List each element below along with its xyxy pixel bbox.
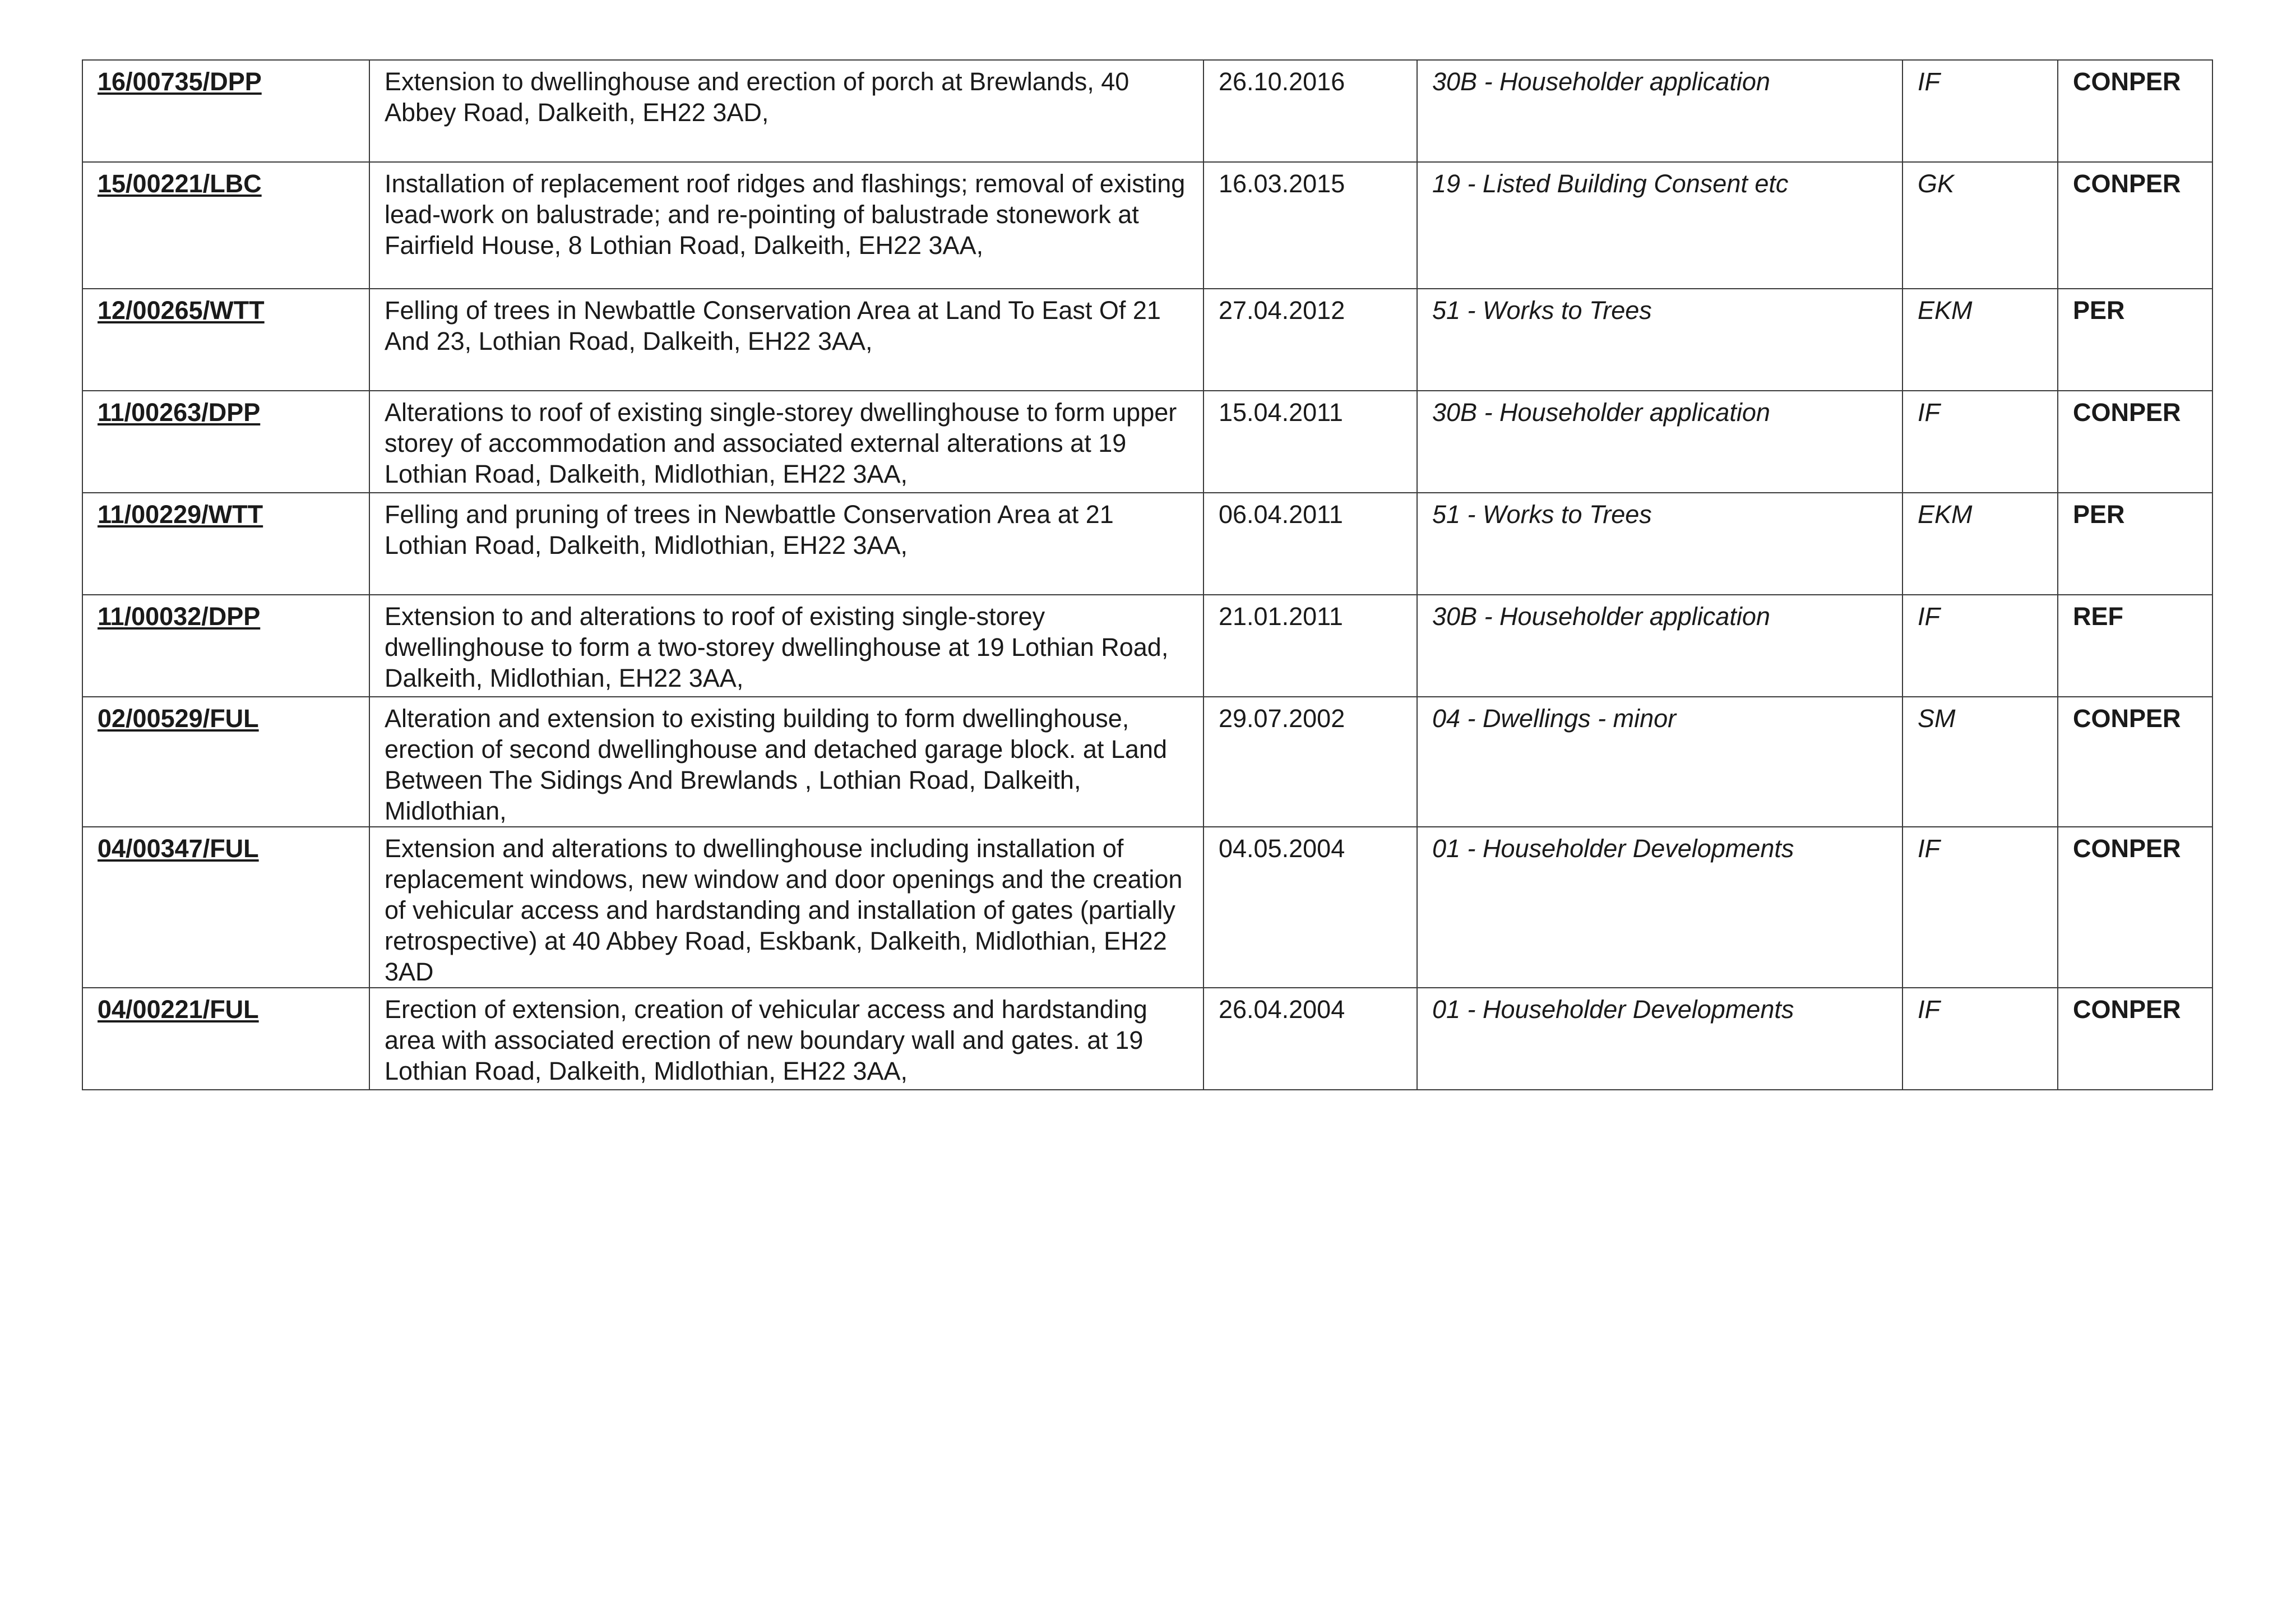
application-reference-link[interactable]: 02/00529/FUL: [98, 704, 259, 733]
application-date: 06.04.2011: [1219, 500, 1343, 529]
proposal-description-cell: [369, 60, 1203, 162]
table-row: [82, 697, 2212, 827]
table-row: [82, 60, 2212, 162]
case-officer-cell: [1902, 289, 2058, 391]
decision-code-cell: [2058, 289, 2212, 391]
proposal-description: Alteration and extension to existing building to form dwellinghouse, erection of second dwellinghouse and detached garage block. at Land Between The Sidings And Brewlands , Lothian Road, Dalkeith, Midlothian,: [385, 704, 1168, 825]
application-date-cell: [1203, 493, 1417, 595]
case-officer: IF: [1918, 602, 1940, 631]
application-date: 26.10.2016: [1219, 67, 1345, 96]
case-officer-cell: [1902, 697, 2058, 827]
proposal-description: Felling and pruning of trees in Newbattle Conservation Area at 21 Lothian Road, Dalkeith, Midlothian, EH22 3AA,: [385, 500, 1114, 559]
decision-code-cell: [2058, 697, 2212, 827]
application-date: 15.04.2011: [1219, 398, 1343, 427]
application-date: 26.04.2004: [1219, 995, 1345, 1024]
decision-code-cell: [2058, 162, 2212, 289]
application-date-cell: [1203, 827, 1417, 988]
proposal-description-cell: [369, 988, 1203, 1090]
table-row: [82, 289, 2212, 391]
decision-code-cell: [2058, 391, 2212, 493]
decision-code: CONPER: [2073, 398, 2181, 427]
application-reference-link[interactable]: 04/00221/FUL: [98, 995, 259, 1024]
case-officer: GK: [1918, 169, 1955, 198]
application-date: 29.07.2002: [1219, 704, 1345, 733]
table-row: [82, 595, 2212, 697]
proposal-description: Alterations to roof of existing single-storey dwellinghouse to form upper storey of accommodation and associated external alterations at 19 Lothian Road, Dalkeith, Midlothian, EH22 3AA,: [385, 398, 1177, 488]
table-row: [82, 493, 2212, 595]
proposal-description: Extension and alterations to dwellinghouse including installation of replacement windows, new window and door openings and the creation of vehicular access and hardstanding and installation of gates (partially retrospective) at 40 Abbey Road, Eskbank, Dalkeith, Midlothian, EH22 3AD: [385, 834, 1183, 986]
case-officer: EKM: [1918, 500, 1973, 529]
application-reference-link[interactable]: 11/00032/DPP: [98, 602, 261, 631]
application-type-cell: [1417, 697, 1902, 827]
proposal-description-cell: [369, 595, 1203, 697]
case-officer: IF: [1918, 398, 1940, 427]
application-date-cell: [1203, 289, 1417, 391]
proposal-description-cell: [369, 827, 1203, 988]
decision-code: CONPER: [2073, 169, 2181, 198]
application-reference-link[interactable]: 11/00263/DPP: [98, 398, 261, 427]
case-officer-cell: [1902, 60, 2058, 162]
application-reference-link[interactable]: 15/00221/LBC: [98, 169, 262, 198]
proposal-description: Installation of replacement roof ridges and flashings; removal of existing lead-work on balustrade; and re-pointing of balustrade stonework at Fairfield House, 8 Lothian Road, Dalkeith, EH22 3AA,: [385, 169, 1186, 260]
table-row: [82, 391, 2212, 493]
case-officer-cell: [1902, 162, 2058, 289]
decision-code: PER: [2073, 296, 2125, 325]
proposal-description-cell: [369, 697, 1203, 827]
application-type: 51 - Works to Trees: [1432, 500, 1652, 529]
table-row: [82, 827, 2212, 988]
application-date: 27.04.2012: [1219, 296, 1345, 325]
planning-history-table: [82, 59, 2213, 1090]
application-reference-link-cell[interactable]: [82, 493, 369, 595]
application-type-cell: [1417, 391, 1902, 493]
proposal-description-cell: [369, 493, 1203, 595]
application-date: 04.05.2004: [1219, 834, 1345, 863]
application-type-cell: [1417, 827, 1902, 988]
proposal-description-cell: [369, 162, 1203, 289]
proposal-description: Erection of extension, creation of vehicular access and hardstanding area with associated erection of new boundary wall and gates. at 19 Lothian Road, Dalkeith, Midlothian, EH22 3AA,: [385, 995, 1147, 1085]
application-date-cell: [1203, 595, 1417, 697]
case-officer-cell: [1902, 827, 2058, 988]
table-row: [82, 162, 2212, 289]
application-reference-link-cell[interactable]: [82, 595, 369, 697]
application-reference-link-cell[interactable]: [82, 697, 369, 827]
application-type: 51 - Works to Trees: [1432, 296, 1652, 325]
application-type: 04 - Dwellings - minor: [1432, 704, 1677, 733]
decision-code: PER: [2073, 500, 2125, 529]
case-officer-cell: [1902, 493, 2058, 595]
application-reference-link[interactable]: 11/00229/WTT: [98, 500, 263, 529]
application-date-cell: [1203, 162, 1417, 289]
decision-code-cell: [2058, 60, 2212, 162]
decision-code: REF: [2073, 602, 2123, 631]
application-reference-link-cell[interactable]: [82, 827, 369, 988]
application-date: 16.03.2015: [1219, 169, 1345, 198]
application-reference-link[interactable]: 16/00735/DPP: [98, 67, 262, 96]
proposal-description: Extension to and alterations to roof of existing single-storey dwellinghouse to form a two-storey dwellinghouse at 19 Lothian Road, Dalkeith, Midlothian, EH22 3AA,: [385, 602, 1169, 692]
application-reference-link-cell[interactable]: [82, 162, 369, 289]
application-type: 01 - Householder Developments: [1432, 995, 1794, 1024]
decision-code-cell: [2058, 493, 2212, 595]
proposal-description-cell: [369, 391, 1203, 493]
decision-code: CONPER: [2073, 704, 2181, 733]
application-reference-link-cell[interactable]: [82, 391, 369, 493]
case-officer-cell: [1902, 595, 2058, 697]
application-date-cell: [1203, 391, 1417, 493]
application-type-cell: [1417, 988, 1902, 1090]
application-date-cell: [1203, 697, 1417, 827]
application-type-cell: [1417, 595, 1902, 697]
application-reference-link[interactable]: 04/00347/FUL: [98, 834, 259, 863]
application-type-cell: [1417, 162, 1902, 289]
case-officer: EKM: [1918, 296, 1973, 325]
proposal-description: Felling of trees in Newbattle Conservation Area at Land To East Of 21 And 23, Lothian Road, Dalkeith, EH22 3AA,: [385, 296, 1161, 355]
application-type-cell: [1417, 60, 1902, 162]
table-row: [82, 988, 2212, 1090]
decision-code-cell: [2058, 988, 2212, 1090]
application-type: 01 - Householder Developments: [1432, 834, 1794, 863]
case-officer: IF: [1918, 995, 1940, 1024]
application-date-cell: [1203, 60, 1417, 162]
application-type-cell: [1417, 289, 1902, 391]
case-officer-cell: [1902, 988, 2058, 1090]
decision-code-cell: [2058, 595, 2212, 697]
decision-code: CONPER: [2073, 995, 2181, 1024]
application-type: 30B - Householder application: [1432, 67, 1770, 96]
application-type-cell: [1417, 493, 1902, 595]
application-date: 21.01.2011: [1219, 602, 1343, 631]
application-type: 30B - Householder application: [1432, 398, 1770, 427]
application-type: 19 - Listed Building Consent etc: [1432, 169, 1789, 198]
decision-code-cell: [2058, 827, 2212, 988]
application-reference-link-cell[interactable]: [82, 60, 369, 162]
application-reference-link[interactable]: 12/00265/WTT: [98, 296, 265, 325]
application-type: 30B - Householder application: [1432, 602, 1770, 631]
application-reference-link-cell[interactable]: [82, 988, 369, 1090]
application-date-cell: [1203, 988, 1417, 1090]
application-reference-link-cell[interactable]: [82, 289, 369, 391]
case-officer: SM: [1918, 704, 1956, 733]
case-officer: IF: [1918, 67, 1940, 96]
proposal-description: Extension to dwellinghouse and erection of porch at Brewlands, 40 Abbey Road, Dalkeith, EH22 3AD,: [385, 67, 1130, 127]
case-officer-cell: [1902, 391, 2058, 493]
proposal-description-cell: [369, 289, 1203, 391]
decision-code: CONPER: [2073, 67, 2181, 96]
decision-code: CONPER: [2073, 834, 2181, 863]
case-officer: IF: [1918, 834, 1940, 863]
